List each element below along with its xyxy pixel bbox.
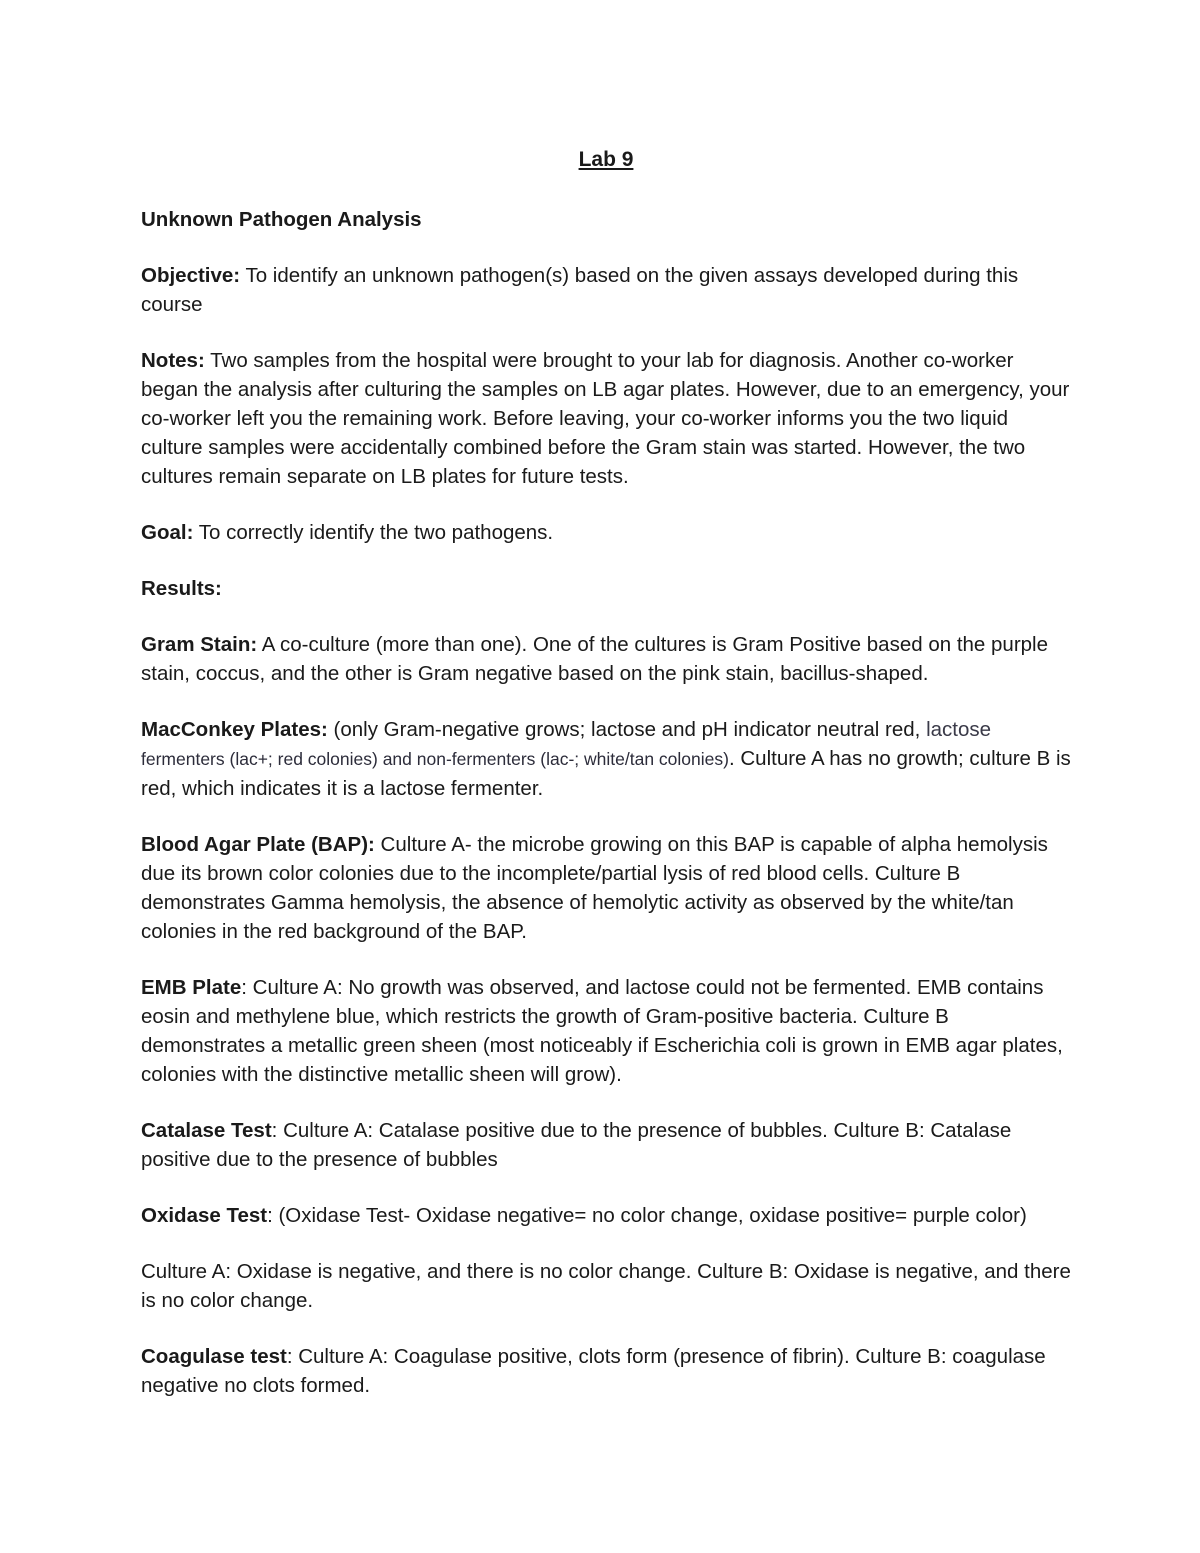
macconkey-text-b: lactose bbox=[926, 718, 992, 741]
macconkey-text-c: fermenters (lac+; red colonies) and non-fermenters (lac-; white/tan colonies) bbox=[141, 749, 729, 769]
emb-text: : Culture A: No growth was observed, and lactose could not be fermented. EMB contains eosin and methylene blue, which restricts the growth of Gram-positive bacteria. Culture B demonstrates a metallic green sheen (most noticeably if Escherichia coli is grown in EMB agar plates, colonies with the distinctive metallic sheen will grow). bbox=[141, 976, 1063, 1086]
emb-label: EMB Plate bbox=[141, 976, 242, 999]
objective-text: To identify an unknown pathogen(s) based on the given assays developed during this course bbox=[141, 264, 1019, 316]
notes-paragraph bbox=[141, 346, 1071, 491]
macconkey-text-a: (only Gram-negative grows; lactose and pH indicator neutral red, bbox=[327, 718, 927, 741]
coagulase-text: : Culture A: Coagulase positive, clots form (presence of fibrin). Culture B: coagulase negative no clots formed. bbox=[141, 1345, 1046, 1397]
macconkey-paragraph bbox=[141, 715, 1071, 803]
notes-label: Notes: bbox=[141, 349, 205, 372]
bap-paragraph bbox=[141, 830, 1071, 946]
macconkey-label: MacConkey Plates: bbox=[141, 718, 328, 741]
notes-text: Two samples from the hospital were brought to your lab for diagnosis. Another co-worker began the analysis after culturing the samples on LB agar plates. However, due to an emergency, your co-worker left you the remaining work. Before leaving, your co-worker informs you the two liquid culture samples were accidentally combined before the Gram stain was started. However, the two cultures remain separate on LB plates for future tests. bbox=[141, 349, 1070, 488]
oxidase-label: Oxidase Test bbox=[141, 1204, 268, 1227]
document-page bbox=[141, 140, 1071, 1427]
catalase-text: : Culture A: Catalase positive due to the presence of bubbles. Culture B: Catalase positive due to the presence of bubbles bbox=[141, 1119, 1012, 1171]
results-heading: Results: bbox=[141, 577, 222, 600]
gram-stain-text: A co-culture (more than one). One of the cultures is Gram Positive based on the purple stain, coccus, and the other is Gram negative based on the pink stain, bacillus-shaped. bbox=[141, 633, 1049, 685]
gram-stain-label: Gram Stain: bbox=[141, 633, 258, 656]
oxidase-text: : (Oxidase Test- Oxidase negative= no color change, oxidase positive= purple color) bbox=[267, 1204, 1027, 1227]
objective-label: Objective: bbox=[141, 264, 241, 287]
document-subtitle: Unknown Pathogen Analysis bbox=[141, 208, 422, 231]
coagulase-label: Coagulase test bbox=[141, 1345, 287, 1368]
oxidase-paragraph bbox=[141, 1201, 1071, 1230]
bap-text: Culture A- the microbe growing on this BAP is capable of alpha hemolysis due its brown color colonies due to the incomplete/partial lysis of red blood cells. Culture B demonstrates Gamma hemolysis, the absence of hemolytic activity as observed by the white/tan colonies in the red background of the BAP. bbox=[141, 833, 1048, 943]
gram-stain-paragraph bbox=[141, 630, 1071, 688]
objective-paragraph bbox=[141, 261, 1071, 319]
catalase-label: Catalase Test bbox=[141, 1119, 272, 1142]
oxidase-results-paragraph: Culture A: Oxidase is negative, and there is no color change. Culture B: Oxidase is negative, and there is no color change. bbox=[141, 1260, 1071, 1312]
bap-label: Blood Agar Plate (BAP): bbox=[141, 833, 375, 856]
macconkey-text-d: . Culture A has no growth; culture B is red, which indicates it is a lactose fermenter. bbox=[141, 747, 1071, 800]
coagulase-paragraph bbox=[141, 1342, 1071, 1400]
catalase-paragraph bbox=[141, 1116, 1071, 1174]
goal-label: Goal: bbox=[141, 521, 194, 544]
goal-paragraph bbox=[141, 518, 1071, 547]
document-title: Lab 9 bbox=[578, 148, 634, 171]
goal-text: To correctly identify the two pathogens. bbox=[193, 521, 554, 544]
emb-paragraph bbox=[141, 973, 1071, 1089]
